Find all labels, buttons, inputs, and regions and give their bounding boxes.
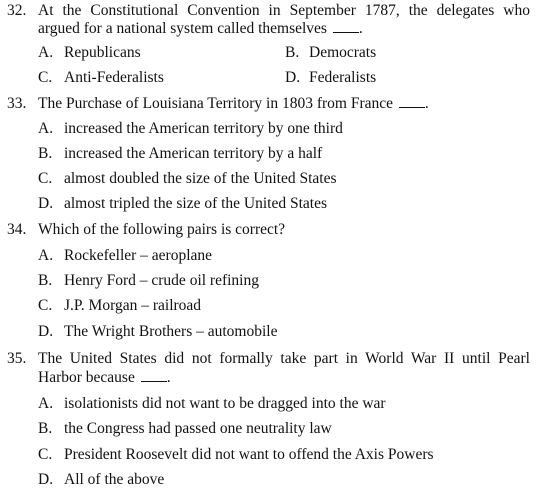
question-number: 33.: [7, 95, 27, 112]
option-letter: B.: [38, 272, 53, 289]
option-text: Democrats: [309, 44, 377, 61]
option-text: All of the above: [64, 471, 165, 488]
option-letter: C.: [38, 446, 53, 463]
option-letter: A.: [38, 247, 54, 264]
option-letter: C.: [38, 69, 53, 86]
question-stem-text: argued for a national system called themselves: [38, 20, 327, 37]
answer-blank: [399, 95, 425, 108]
option-letter: A.: [38, 120, 54, 137]
stem-period: .: [358, 20, 363, 37]
option-text: almost doubled the size of the United States: [64, 170, 337, 187]
question-stem-line: At the Constitutional Convention in September 1787, the delegates who: [38, 2, 530, 19]
option-text: increased the American territory by one third: [64, 120, 343, 137]
option-letter: D.: [38, 471, 54, 488]
answer-blank: [141, 369, 167, 382]
question-stem-line: [38, 95, 429, 113]
option-letter: C.: [38, 297, 53, 314]
option-letter: A.: [38, 395, 54, 412]
option-text: increased the American territory by a half: [64, 145, 323, 162]
question-stem-line: [38, 369, 171, 387]
option-text: Anti-Federalists: [64, 69, 164, 86]
question-stem-text: The Purchase of Louisiana Territory in 1803 from France: [38, 95, 394, 112]
option-letter: B.: [38, 420, 53, 437]
option-text: Federalists: [309, 69, 377, 86]
option-letter: A.: [38, 44, 54, 61]
option-text: isolationists did not want to be dragged into the war: [64, 395, 386, 412]
option-text: The Wright Brothers – automobile: [64, 323, 278, 340]
option-letter: C.: [38, 170, 53, 187]
question-stem-line: The United States did not formally take part in World War II until Pearl: [38, 350, 530, 367]
option-text: J.P. Morgan – railroad: [64, 297, 202, 314]
question-number: 35.: [7, 350, 27, 367]
option-letter: B.: [38, 145, 53, 162]
option-letter: D.: [38, 323, 54, 340]
option-letter: D.: [285, 69, 301, 86]
option-text: Republicans: [64, 44, 141, 61]
option-text: the Congress had passed one neutrality law: [64, 420, 332, 437]
answer-blank: [333, 20, 359, 33]
question-stem-line: Which of the following pairs is correct?: [38, 221, 286, 238]
question-stem-line: [38, 20, 363, 38]
option-text: President Roosevelt did not want to offend the Axis Powers: [64, 446, 434, 463]
option-letter: B.: [285, 44, 300, 61]
stem-period: .: [166, 369, 171, 386]
option-letter: D.: [38, 195, 54, 212]
option-text: Rockefeller – aeroplane: [64, 247, 213, 264]
stem-period: .: [424, 95, 429, 112]
question-stem-text: Harbor because: [38, 369, 135, 386]
option-text: Henry Ford – crude oil refining: [64, 272, 259, 289]
question-number: 32.: [7, 2, 27, 19]
option-text: almost tripled the size of the United States: [64, 195, 328, 212]
question-number: 34.: [7, 221, 27, 238]
